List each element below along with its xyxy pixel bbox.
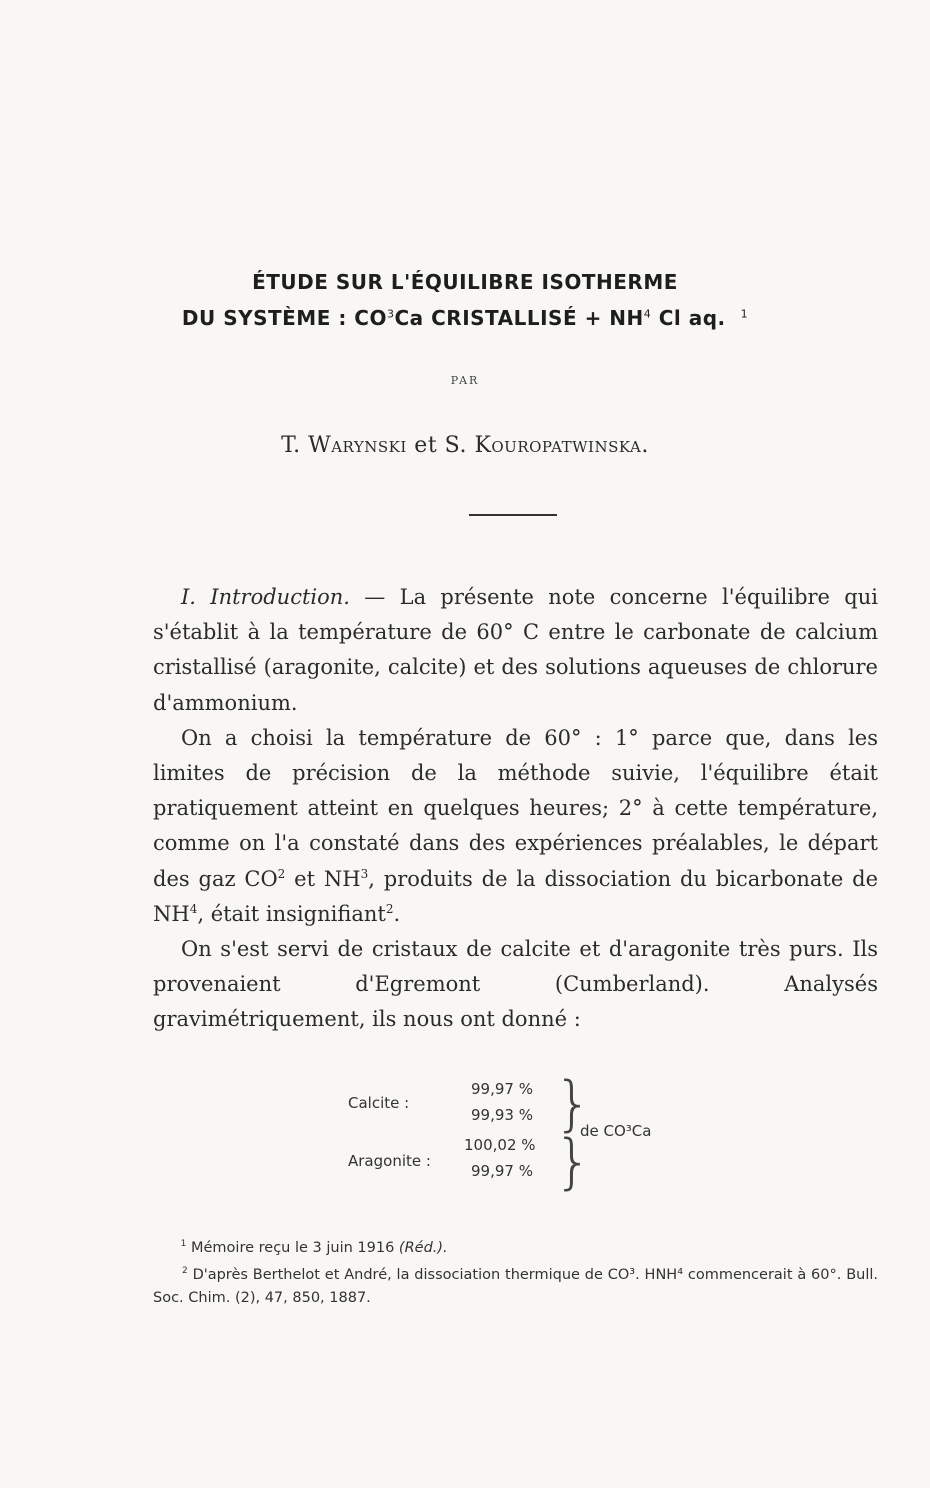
superscript: 3 (360, 866, 369, 881)
title-line-2 (0, 306, 930, 330)
title-line-1: ÉTUDE SUR L'ÉQUILIBRE ISOTHERME (252, 270, 678, 294)
paragraph-2-part-b: et NH (285, 866, 361, 891)
byline-par: PAR (450, 374, 480, 387)
paragraph-temperature (153, 721, 878, 932)
superscript: 4 (189, 901, 198, 916)
aragonite-label: Aragonite : (348, 1152, 431, 1170)
calcite-value-2: 99,93 % (471, 1106, 533, 1124)
title-line-2-part-a: DU SYSTÈME : CO (181, 306, 387, 330)
paragraph-introduction (153, 580, 878, 721)
paragraph-2-part-c: , produits de la dissociation du bicarbonate de NH (153, 866, 878, 926)
author-1: T. Warynski (281, 433, 407, 458)
title-superscript-3: 3 (386, 307, 395, 321)
footnote-1 (153, 1233, 878, 1260)
superscript: 2 (277, 866, 286, 881)
title-line-2-part-b: Ca CRISTALLISÉ + NH (394, 306, 644, 330)
author-2: S. Kouropatwinska. (444, 433, 649, 458)
paragraph-2-part-d: , était insignifiant (197, 901, 386, 926)
footnote-reference: 2 (385, 901, 394, 916)
footnote-2 (153, 1260, 878, 1310)
title-footnote-mark: 1 (740, 307, 749, 321)
calcite-value-1: 99,97 % (471, 1080, 533, 1098)
footnote-1-text: Mémoire reçu le 3 juin 1916 (186, 1239, 399, 1256)
authors (0, 433, 930, 458)
brace-icon: } (554, 1127, 593, 1197)
unit-label: de CO³Ca (580, 1122, 652, 1140)
paragraph-2-part-e: . (393, 901, 401, 926)
title-line-2-part-c: Cl aq. (651, 306, 726, 330)
aragonite-value-1: 100,02 % (464, 1136, 536, 1154)
paragraph-crystals: On s'est servi de cristaux de calcite et d'aragonite très purs. Ils provenaient d'Egremont (Cumberland). Analysés gravimétriquement, ils nous ont donné : (153, 937, 878, 1032)
author-conjunction: et (406, 433, 445, 458)
section-divider (469, 514, 557, 516)
body-text (153, 580, 878, 1038)
brace-icon: } (554, 1069, 593, 1139)
footnote-2-text: D'après Berthelot et André, la dissociation thermique de CO³. HNH⁴ commencerait à 60°. Bull. Soc. Chim. (2), 47, 850, 1887. (153, 1266, 878, 1306)
title-superscript-4: 4 (643, 307, 652, 321)
paragraph-2-part-a: On a choisi la température de 60° : 1° parce que, dans les limites de précision de la méthode suivie, l'équilibre était pratiquement atteint en quelques heures; 2° à cette température, comme on l'a constaté dans des expériences préalables, le départ des gaz CO (153, 725, 878, 891)
calcite-label: Calcite : (348, 1094, 410, 1112)
footnote-1-italic: (Réd.). (398, 1239, 448, 1256)
aragonite-value-2: 99,97 % (471, 1162, 533, 1180)
paragraph-1-text: — La présente note concerne l'équilibre qui s'établit à la température de 60° C entre le carbonate de calcium cristallisé (aragonite, calcite) et des solutions aqueuses de chlorure d'ammonium. (153, 585, 878, 715)
section-heading: I. Introduction. (181, 585, 350, 609)
footnote-2-mark: 2 (182, 1265, 188, 1276)
footnote-1-mark: 1 (180, 1239, 187, 1249)
footnotes (153, 1233, 878, 1310)
